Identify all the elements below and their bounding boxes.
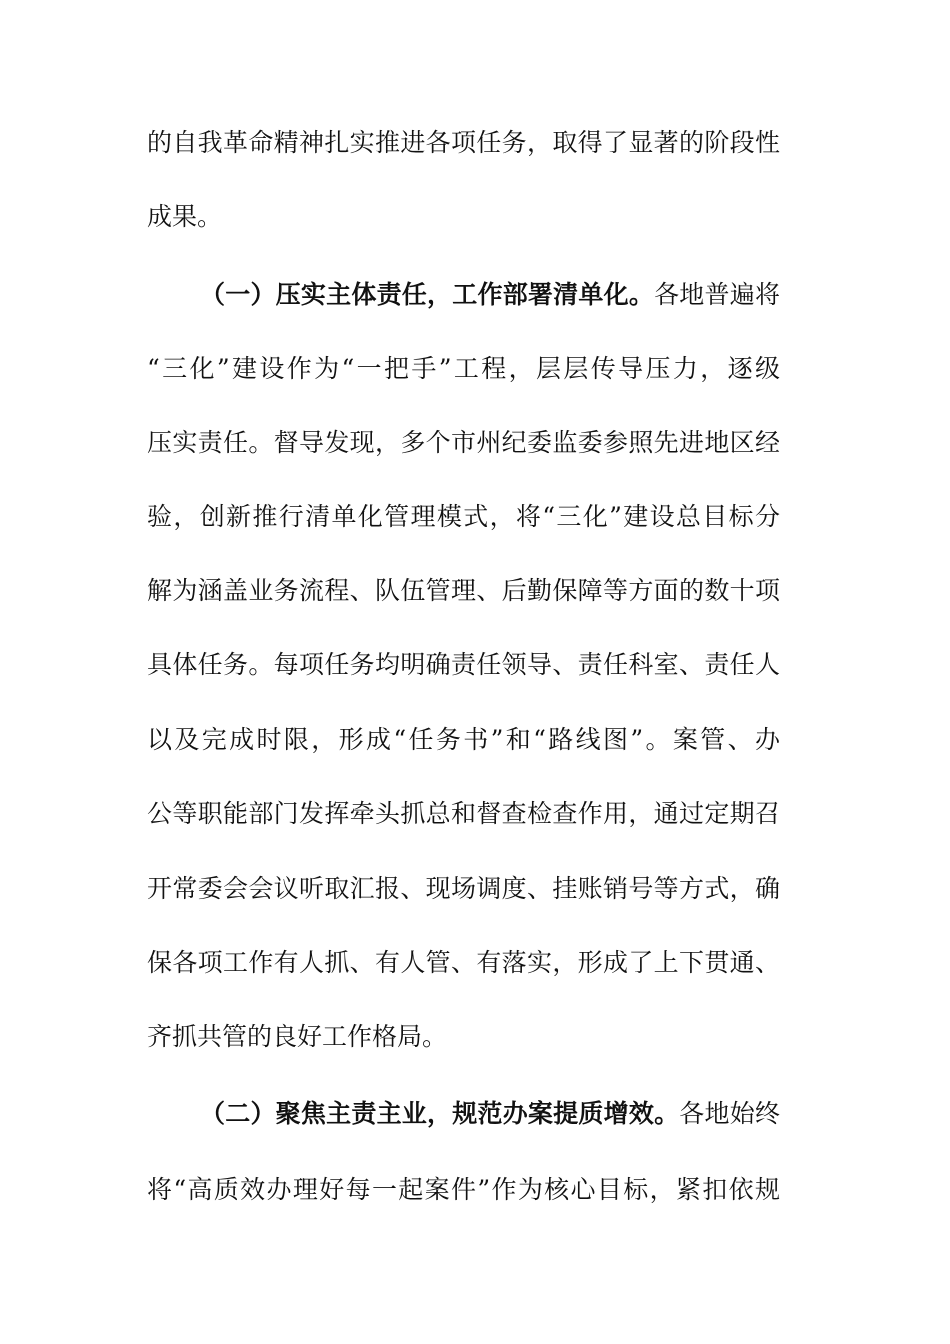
text-line: 将“高质效办理好每一起案件”作为核心目标，紧扣依规	[147, 1175, 780, 1204]
section-heading-line	[200, 275, 780, 315]
text-line: 解为涵盖业务流程、队伍管理、后勤保障等方面的数十项	[147, 576, 780, 605]
text-run: 各地普遍将	[654, 280, 780, 309]
section-heading: （二）聚焦主责主业，规范办案提质增效。	[200, 1099, 680, 1128]
text-run: 各地始终	[679, 1099, 780, 1128]
text-line: 的自我革命精神扎实推进各项任务，取得了显著的阶段性	[147, 128, 780, 157]
text-line: 压实责任。督导发现，多个市州纪委监委参照先进地区经	[147, 428, 780, 457]
text-line: 公等职能部门发挥牵头抓总和督查检查作用，通过定期召	[147, 799, 780, 828]
text-line: 成果。	[147, 202, 223, 231]
text-line: 验，创新推行清单化管理模式，将“三化”建设总目标分	[147, 502, 780, 531]
text-line: 保各项工作有人抓、有人管、有落实，形成了上下贯通、	[147, 948, 780, 977]
text-line: 开常委会会议听取汇报、现场调度、挂账销号等方式，确	[147, 874, 780, 903]
text-line: 具体任务。每项任务均明确责任领导、责任科室、责任人	[147, 650, 780, 679]
text-line: 齐抓共管的良好工作格局。	[147, 1022, 448, 1051]
section-heading: （一）压实主体责任，工作部署清单化。	[200, 280, 655, 309]
text-line: 以及完成时限，形成“任务书”和“路线图”。案管、办	[147, 725, 780, 754]
section-heading-line	[200, 1094, 780, 1134]
text-line: “三化”建设作为“一把手”工程，层层传导压力，逐级	[147, 354, 780, 383]
